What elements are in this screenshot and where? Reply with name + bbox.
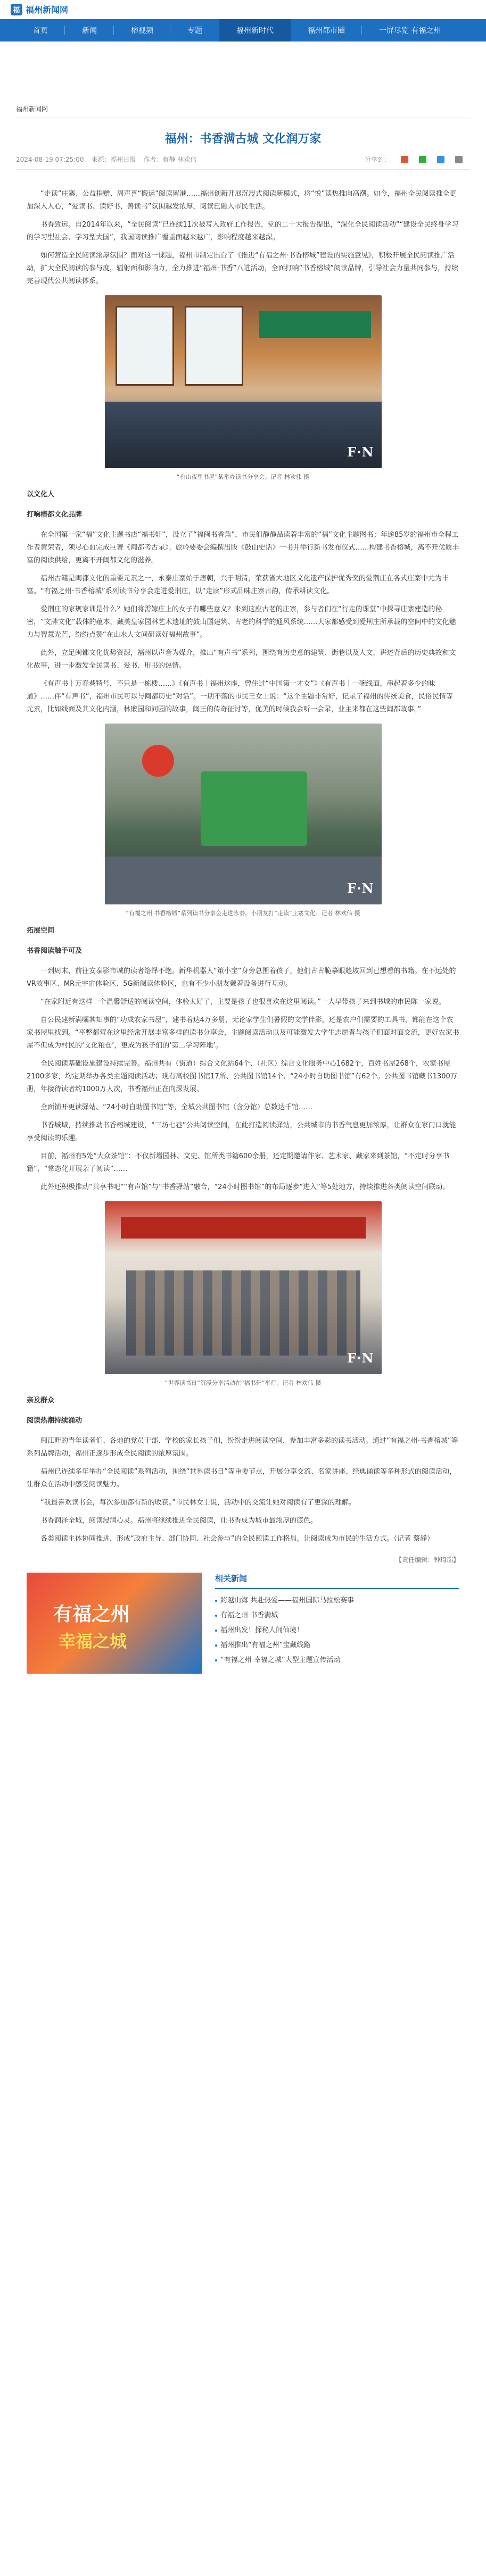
figure-2 <box>27 724 459 917</box>
nav-video[interactable]: 榕视频 <box>114 19 170 41</box>
paragraph: 一到周末，前往安泰影市城的读者络绎不绝。新华机器人“策小宝”身旁总围着孩子，他们古古脆摹眼趁坡回到已想看的书籍。在不远处的VR故事区、MR元宇宙体验区、5G新阅读体验区，也有不少小朋友戴着设备进行互动。 <box>27 967 456 988</box>
paragraph: 目前，福州有5处“大众茶馆”：不仅新增园林、文史、馆所类书籍600余册，还定期邀请作家、艺术家、藏家来到茶馆，“不定时分享书籍”、“常态化开展亲子阅读”…… <box>27 1152 450 1173</box>
weibo-share-icon[interactable] <box>401 156 408 163</box>
share-label: 分享到： <box>364 156 390 163</box>
paragraph: 《有声书｜万春巷特号，不只是一栋楼……》《有声书｜福州这座，曾住过“中国第一才女”》《有声书｜一碗线面，串起着多少的味道》……伴“有声书”，福州市民可以与闽都历史“对话”。一期不落的市民王女士说：“这个主题非常好，记录了福州的传统美食，民俗民情等元素，比如线面及其文化内涵，林廉园和问园的故事，闽王的传奇征讨等，优美的时候我会听一会录，业主来都在这些闽都故事。” <box>27 680 453 713</box>
nav-metro[interactable]: 福州都市圈 <box>291 19 362 41</box>
paragraph: 此外，立足闽都文化优势资源，福州以声音为媒介，推出“有声书”系列，围绕有历史意的建筑、街巷以及人文，讲述背后的历史典故和文化故事，进一步激发全民读书、爱书、用书的热情。 <box>27 649 456 670</box>
banner-text-1: 有福之州 <box>53 1603 130 1625</box>
breadcrumb[interactable]: 福州新闻网 <box>16 104 470 118</box>
paragraph: 自公民建新满嘱其知事的“功成农家书屋”，建书着达4万多册，无论家学生们暑假的文学伴影，还是农户们需要的工具书，都能在这个农家书屋里找到。“平整都营在这里经常开展丰富多样的读书分享会，主题阅读活动以及可能激发大学生志愿者与孩子们面对面交流，更好农家书屋不但成为村民的‘文化粮仓’，更成为孩子们的‘第二学习阵地’。 <box>27 1016 459 1050</box>
paragraph: 闽江畔的青年读者们、各地的党员干部、学校的家长孩子们，纷纷走进阅读空间，参加丰富多彩的读书活动。通过“有福之州·书香榕城”等系列品牌活动，福州正逐步形成全民阅读的浓厚氛围。 <box>27 1437 458 1458</box>
nav-news[interactable]: 新闻 <box>65 19 114 41</box>
site-logo[interactable] <box>11 3 68 15</box>
banner-text-2: 幸福之城 <box>59 1631 127 1651</box>
related-item-label[interactable]: 跨越山海 共赴热爱——福州国际马拉松赛事 <box>220 1597 355 1605</box>
section-heading: 以文化人 <box>27 491 55 498</box>
nav-topics[interactable]: 专题 <box>170 19 219 41</box>
figure-caption: “台山夜里书屋”某举办读书分享会。记者 林欢伟 摄 <box>176 473 310 480</box>
paragraph: 福州已连续多年举办“全民阅读”系列活动，围绕“世界读书日”等重要节点，开展分享交流、名家讲座、经典诵读等多种形式的阅读活动，让群众在活动中感受阅读魅力。 <box>27 1468 456 1489</box>
share-bar <box>365 155 470 164</box>
article-date: 2024-08-19 07:25:00 <box>16 155 84 163</box>
related-banner-image[interactable] <box>27 1573 202 1674</box>
related-heading: 相关新闻 <box>215 1573 459 1589</box>
bullet-icon <box>215 1615 217 1617</box>
nav-overview[interactable]: 一屏尽览 有福之州 <box>379 27 441 35</box>
paragraph: 如何营造全民阅读浓厚氛围？面对这一课题，福州市制定出台了《推进“有福之州·书香榕城”建设的实施意见》，积极开展全民阅读推广活动，扩大全民阅读的参与度，辐射面和影响力，全力推进“福州·书香”八进活动，全面打响“书香榕城”阅读品牌，引导社会力量共同参与，持续完善现代公共阅读体系。 <box>27 252 459 285</box>
reading-event-photo <box>105 295 382 468</box>
qzone-share-icon[interactable] <box>437 156 444 163</box>
section-subheading: 书香阅读触手可及 <box>27 947 83 955</box>
photo-watermark: F·N <box>347 444 374 460</box>
nav-home[interactable]: 首页 <box>16 19 65 41</box>
paragraph: “在家附近有这样一个温馨舒适的阅读空间，体验太好了，主要是孩子也很喜欢在这里阅读。”一大早带孩子来到书城的市民陈一家说。 <box>40 998 446 1006</box>
related-list <box>215 1573 459 1674</box>
paragraph: 全面铺开更读驿站、“24小时自助图书馆”等，全城公共图书馆（含分馆）总数达千馆…… <box>40 1103 313 1111</box>
bookstore-event-photo <box>105 1201 382 1374</box>
figure-caption: “世界读书日”沉浸分享活动在“福书轩”举行。记者 林欢伟 摄 <box>164 1380 322 1386</box>
figure-3 <box>27 1201 459 1387</box>
main-content <box>16 41 470 1674</box>
nav-new-era[interactable]: 福州新时代 <box>219 19 291 41</box>
section-heading: 拓展空间 <box>27 927 55 935</box>
paragraph: 书香致远。自2014年以来，“全民阅读”已连续11次被写入政府工作报告，党的二十大报告提出，“深化全民阅读活动”“建设全民终身学习的学习型社会、学习型大国”，我国阅读推广覆盖面越来越广，影响程度越来越深。 <box>27 221 459 242</box>
photo-watermark: F·N <box>347 1350 374 1366</box>
section-heading: 亲及群众 <box>27 1397 55 1405</box>
children-reading-photo <box>105 724 382 904</box>
paragraph: 爱荆庄的家规家训是什么？她们将需嫁庄上的女子有哪些意义？来到这座古老的庄寨，参与者们在“行走的课堂”中探寻庄寨建造的秘密，“文牌文化”载体的蕴本，藏美皇家园林艺术遗址的鼓山国建筑、古老的科学的通风系统……大家都感受到爱荆庄所承载的空间中的文化魅力与智慧光芒，纷纷点赞“在山水人文间研读好福州故事”。 <box>27 605 456 639</box>
logo-icon: 福 <box>11 4 22 15</box>
related-news <box>16 1573 470 1674</box>
article-meta <box>16 155 470 170</box>
section-subheading: 阅读热潮持续涌动 <box>27 1417 83 1425</box>
article-title: 福州：书香满古城 文化润万家 <box>164 132 322 146</box>
related-item[interactable] <box>215 1653 459 1668</box>
related-item[interactable] <box>215 1638 459 1653</box>
related-item[interactable] <box>215 1623 459 1638</box>
editor-credit: 【责任编辑：钟琦瑞】 <box>395 1556 459 1564</box>
photo-watermark: F·N <box>347 880 374 896</box>
article-body <box>16 170 470 1545</box>
bullet-icon <box>215 1600 217 1602</box>
figure-1 <box>27 295 459 481</box>
paragraph: 在全国第一家“福”文化主题书店“福书轩”，设立了“福闽书香角”，市民们静静品读着丰富的“福”文化主题图书；年逾85岁的福州市全程工作者黄荣者，领尽心血完成巨著《闽都考古录》；旅岭要委会编撰出版《鼓山史话》一书并举行新书发布仪式……构建书香榕城，离不开优质丰富的阅读供给，更离不开闽都文化的滋养。 <box>27 531 459 564</box>
wechat-share-icon[interactable] <box>419 156 426 163</box>
paragraph: 书香润泽全城，阅读浸润心灵。福州将继续推进全民阅读，让书香成为城市最浓厚的底色。 <box>40 1517 318 1525</box>
paragraph: 各类阅读主体协同推进，形成“政府主导、部门协同、社会参与”的全民阅读工作格局，让阅读成为市民的生活方式。（记者 蔡静） <box>40 1535 434 1543</box>
figure-caption: “有福之州·书香榕城”系列读书分享会走进永泰，小朋友打“走读”庄寨文化。记者 林欢伟 摄 <box>126 910 360 917</box>
related-item[interactable] <box>215 1608 459 1623</box>
logo-text: 福州新闻网 <box>26 5 69 15</box>
related-item-label[interactable]: 福州出发！探秘人间仙境！ <box>220 1626 304 1634</box>
paragraph: “我最喜欢读书会，每次参加都有新的收获。”市民林女士说，活动中的交流让她对阅读有了更深的理解。 <box>40 1499 356 1507</box>
main-nav <box>0 19 486 41</box>
paragraph: 福州古籍是闽都文化的重要元素之一，永泰庄寨始于唐朝，兴于明清，荣获省大地区文化遗产保护优秀奖的爱荆庄在各式庄寨中尤为丰富。“有福之州·书香榕城”系列读书分享会走进爱荆庄，以“走读”形式品味庄寨古韵，传承耕读文化。 <box>27 575 449 595</box>
article-source: 来源：福州日报 <box>91 156 136 163</box>
bullet-icon <box>215 1659 217 1661</box>
related-item-label[interactable]: 有福之州 书香满城 <box>220 1611 278 1619</box>
section-subheading: 打响榕都文化品牌 <box>27 511 83 519</box>
paragraph: 全民阅读基础设施建设持续完善。福州共有（街道）综合文化站64个、（社区）综合文化服务中心1682个，百姓书屋268个，农家书屋2100多家，均定期举办各类主题阅读活动；现有高校图书馆17所、公共图书馆14个、“24小时自助图书馆”有62个。公共图书馆藏书1300万册，年接待读者约1000万人次，书香福州正在向深发展。 <box>27 1060 457 1093</box>
bullet-icon <box>215 1630 217 1632</box>
more-share-icon[interactable] <box>455 156 463 163</box>
paragraph: 书香城域，持续推动书香榕城建设，“三坊七巷”公共阅读空间，在此打造阅读驿站，公共城市的书香气息更加浓厚，让群众在家门口就能享受阅读的乐趣。 <box>27 1121 456 1142</box>
related-item-label[interactable]: “有福之州 幸福之城”大型主题宣传活动 <box>220 1656 341 1664</box>
related-item[interactable] <box>215 1593 459 1608</box>
bullet-icon <box>215 1644 217 1647</box>
paragraph: “走读”庄寨、公益捐赠、周声喜“搬运”阅读留港……福州创新开展沉浸式阅读新模式，将“悦”读热推向高潮。如今，福州全民阅读推全更加深入人心，“爱读书、读好书、善读书”氛围越发浓厚，阅读已融入市民生活。 <box>27 190 457 211</box>
article-author: 作者：蔡静 林欢伟 <box>143 156 197 163</box>
top-bar <box>0 0 486 19</box>
related-item-label[interactable]: 福州推出“有福之州”宝藏线路 <box>220 1641 311 1649</box>
paragraph: 此外还积极推动“共享书吧”“有声馆”与“书香驿站”融合，“24小时图书馆”的布局逐步“进入”等5处地方，持续推进各类阅读空间联动。 <box>40 1183 450 1191</box>
